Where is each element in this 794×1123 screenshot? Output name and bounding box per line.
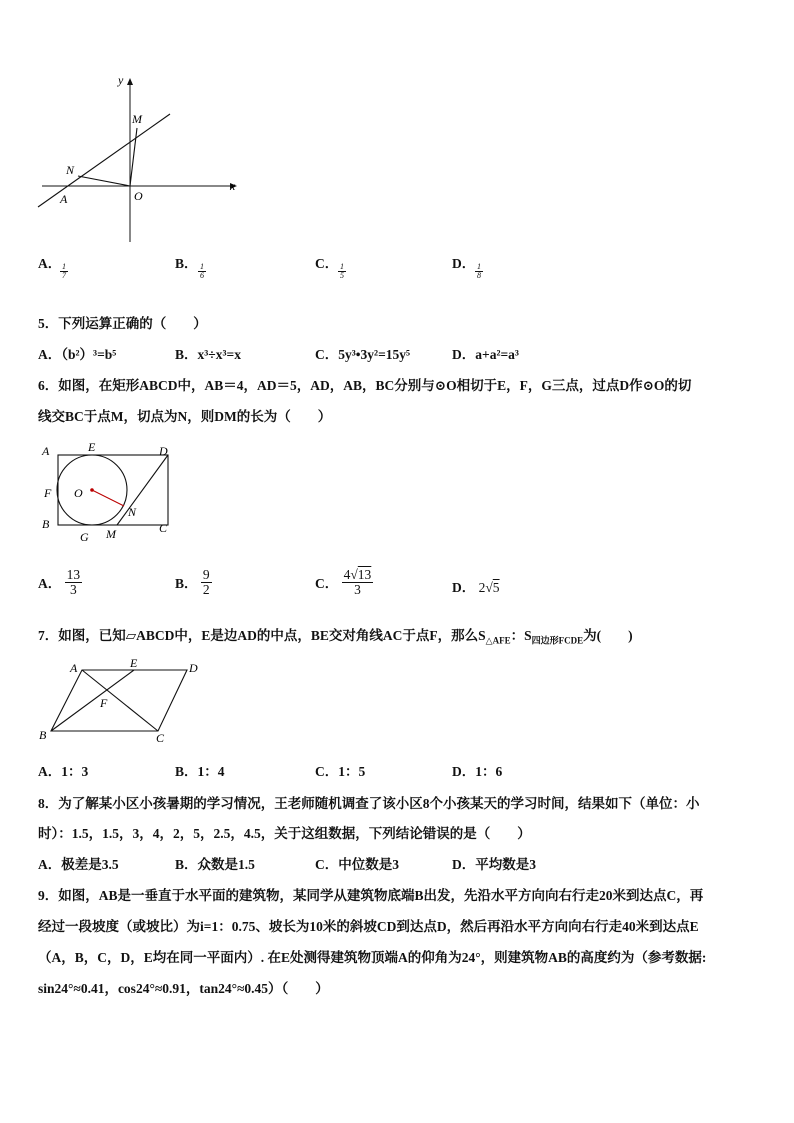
label-o: O — [134, 189, 143, 203]
q4-option-d-fraction: $\frac{1}{8}$ — [477, 262, 481, 280]
segment-on — [78, 176, 130, 186]
q9-stem-line3: （A，B，C，D，E均在同一平面内）. 在E处测得建筑物顶端A的仰角为24°，则建筑物AB的高度约为（参考数据: — [38, 950, 707, 965]
line-a — [38, 114, 170, 207]
q6-option-a-fraction: $\frac{13}{3}$ — [66, 567, 81, 597]
q5-option-b: B．x³÷x³=x — [175, 347, 241, 362]
label-n: N — [66, 163, 75, 177]
radius-on — [92, 490, 124, 506]
q6-stem-line2: 线交BC于点M，切点为N，则DM的长为（ ） — [38, 409, 332, 424]
q4-option-c-fraction: $\frac{1}{5}$ — [340, 262, 344, 280]
label-d: D — [189, 661, 198, 675]
label-e: E — [88, 440, 96, 454]
q9-stem-line2: 经过一段坡度（或坡比）为i=1：0.75、坡长为10米的斜坡CD到达点D，然后再沿水平方向向右行走40米到达点E — [38, 919, 699, 934]
q7-stem: 7．如图，已知▱ABCD中，E是边AD的中点，BE交对角线AC于点F，那么$S_{\triangle AFE}$：$S_{四边形FCDE}$为( ) — [38, 628, 633, 646]
label-b: B — [42, 517, 50, 531]
label-f: F — [100, 696, 108, 710]
q4-option-d: D． — [452, 256, 476, 271]
q6-stem-line1: 6．如图，在矩形ABCD中，AB＝4，AD＝5，AD，AB，BC分别与⊙O相切于E，F，G三点，过点D作⊙O的切 — [38, 378, 692, 393]
center-dot — [90, 488, 94, 492]
q4-option-a: A． — [38, 256, 62, 271]
q8-option-b: B．众数是1.5 — [175, 857, 255, 872]
label-c: C — [156, 731, 165, 745]
q6-option-b-fraction: $\frac{9}{2}$ — [202, 567, 210, 597]
q8-stem-line2: 时）：1.5，1.5，3，4，2，5，2.5，4.5，关于这组数据，下列结论错误的是（ ） — [38, 826, 531, 841]
label-m: M — [106, 527, 116, 541]
label-e: E — [130, 656, 138, 670]
label-b: B — [39, 728, 47, 742]
label-o: O — [74, 486, 83, 500]
q8-option-d: D．平均数是3 — [452, 857, 536, 872]
label-d: D — [159, 444, 168, 458]
q7-option-c: C．1：5 — [315, 764, 366, 779]
q7-option-b: B．1：4 — [175, 764, 225, 779]
y-axis-arrow — [127, 78, 133, 85]
parallelogram-abcd — [51, 670, 187, 731]
label-g: G — [80, 530, 89, 544]
tangent-dm — [117, 455, 168, 525]
figure-parallelogram — [34, 655, 209, 745]
q6-option-a: A． $\frac{13}{3}$ — [38, 567, 81, 597]
label-a: A — [60, 192, 68, 206]
q7-option-d: D．1：6 — [452, 764, 503, 779]
q6-option-c-fraction: $\frac{4√13}{3}$ — [343, 567, 372, 597]
label-f: F — [44, 486, 52, 500]
segment-om — [130, 128, 137, 186]
label-n: N — [128, 505, 137, 519]
q4-option-b: B． — [175, 256, 198, 271]
q4-option-a-fraction: $\frac{1}{7}$ — [62, 262, 66, 280]
q4-option-c: C． — [315, 256, 339, 271]
q8-option-a: A．极差是3.5 — [38, 857, 119, 872]
q7-option-a: A．1：3 — [38, 764, 89, 779]
figure-coordinate-lines — [30, 70, 250, 250]
q5-stem: 5．下列运算正确的（ ） — [38, 316, 207, 331]
q6-option-c: C． $\frac{4√13}{3}$ — [315, 567, 372, 597]
segment-be — [51, 670, 134, 731]
figure-rectangle-circle — [34, 438, 184, 548]
label-a: A — [70, 661, 78, 675]
q5-option-d: D．a+a²=a³ — [452, 347, 519, 362]
q6-option-b: B． $\frac{9}{2}$ — [175, 567, 210, 597]
q5-option-a: A．（b²）³=b⁵ — [38, 347, 117, 362]
q4-option-b-fraction: $\frac{1}{6}$ — [200, 262, 204, 280]
label-x: x — [230, 179, 236, 193]
label-a: A — [42, 444, 50, 458]
q6-option-d: D． 2√5 — [452, 580, 500, 595]
label-m: M — [132, 112, 142, 126]
q9-stem-line1: 9．如图，AB是一垂直于水平面的建筑物，某同学从建筑物底端B出发，先沿水平方向向右行走20米到达点C，再 — [38, 888, 704, 903]
label-y: y — [118, 73, 124, 87]
q9-stem-line4: sin24°≈0.41，cos24°≈0.91，tan24°≈0.45）（ ） — [38, 981, 329, 996]
q8-stem-line1: 8．为了解某小区小孩暑期的学习情况，王老师随机调查了该小区8个小孩某天的学习时间，结果如下（单位：小 — [38, 796, 700, 811]
q5-option-c: C．5y³•3y²=15y⁵ — [315, 347, 411, 362]
label-c: C — [159, 521, 168, 535]
q8-option-c: C．中位数是3 — [315, 857, 399, 872]
